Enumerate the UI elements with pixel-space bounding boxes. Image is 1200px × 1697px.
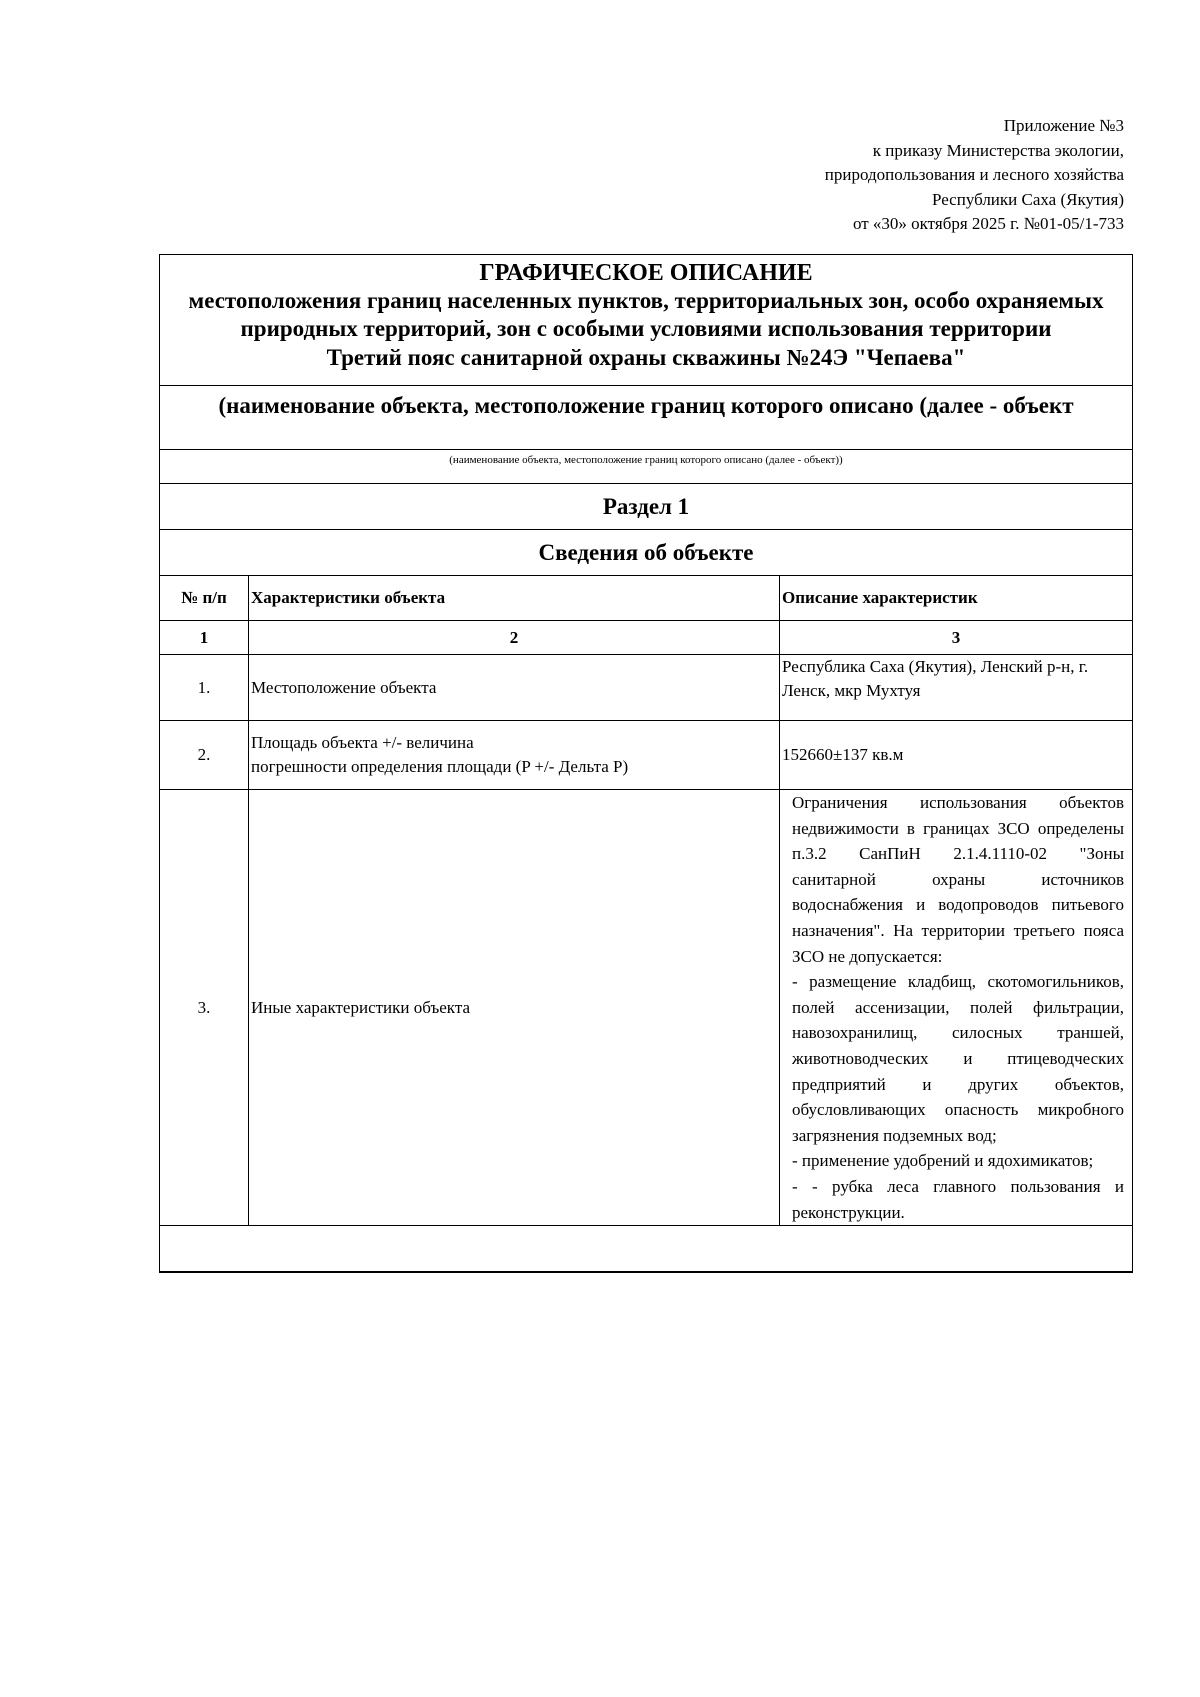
column-number-row <box>160 621 1132 655</box>
appendix-line: Приложение №3 <box>1003 116 1124 135</box>
row-characteristic <box>249 721 780 790</box>
row-characteristic: Иные характеристики объекта <box>249 790 780 1226</box>
object-info-table <box>160 576 1132 1272</box>
section-label: Раздел 1 <box>160 484 1132 530</box>
appendix-line: к приказу Министерства экологии, <box>872 140 1124 160</box>
object-name: (наименование объекта, местоположение границ которого описано (далее - объект <box>160 386 1132 450</box>
row-characteristic-line: погрешности определения площади (P +/- Дельта P) <box>251 757 629 776</box>
table-row <box>160 790 1132 1226</box>
appendix-line: природопользования и лесного хозяйства <box>824 165 1124 184</box>
appendix-line: Республики Саха (Якутия) <box>931 189 1124 209</box>
section-title: Сведения об объекте <box>160 530 1132 576</box>
row-characteristic-line: Площадь объекта +/- величина <box>251 733 474 752</box>
restriction-item: - - рубка леса главного пользования и реконструкции. <box>792 1176 1124 1222</box>
row-description: 152660±137 кв.м <box>780 721 1133 790</box>
row-number: 3. <box>160 790 249 1226</box>
row-description <box>780 790 1133 1226</box>
object-title: Третий пояс санитарной охраны скважины №24Э "Чепаева" <box>326 345 966 370</box>
column-number: 1 <box>160 621 249 655</box>
object-name-caption: (наименование объекта, местоположение границ которого описано (далее - объект)) <box>160 450 1132 484</box>
table-empty-row <box>160 1226 1132 1272</box>
document-subtitle: местоположения границ населенных пунктов, территориальных зон, особо охраняемых природных территорий, зон с особыми условиями использования территории <box>188 288 1104 341</box>
column-number: 3 <box>780 621 1133 655</box>
title-block <box>160 255 1132 386</box>
header-characteristics: Характеристики объекта <box>249 576 780 621</box>
restriction-item: - применение удобрений и ядохимикатов; <box>792 1151 1094 1171</box>
table-header-row <box>160 576 1132 621</box>
row-description: Республика Саха (Якутия), Ленский р-н, г. Ленск, мкр Мухтуя <box>780 655 1133 721</box>
row-number: 2. <box>160 721 249 790</box>
column-number: 2 <box>249 621 780 655</box>
appendix-header <box>825 114 1124 237</box>
table-row <box>160 655 1132 721</box>
header-number: № п/п <box>160 576 249 621</box>
document-title: ГРАФИЧЕСКОЕ ОПИСАНИЕ <box>479 260 813 286</box>
row-number: 1. <box>160 655 249 721</box>
appendix-line: от «30» октября 2025 г. №01-05/1-733 <box>852 214 1124 233</box>
header-description: Описание характеристик <box>780 576 1133 621</box>
restriction-paragraph: Ограничения использования объектов недвижимости в границах ЗСО определены п.3.2 СанПиН 2.1.4.1110-02 "Зоны санитарной охраны источников водоснабжения и водопроводов питьевого назначения". На территории третьего пояса ЗСО не допускается: <box>792 793 1124 966</box>
table-row <box>160 721 1132 790</box>
row-characteristic: Местоположение объекта <box>249 655 780 721</box>
empty-cell <box>160 1226 1132 1272</box>
document-frame <box>159 254 1133 1273</box>
restriction-item: - размещение кладбищ, скотомогильников, полей ассенизации, полей фильтрации, навозохранилищ, силосных траншей, животноводческих и птицеводческих предприятий и других объектов, обусловливающих опасность микробного загрязнения подземных вод; <box>792 972 1124 1145</box>
